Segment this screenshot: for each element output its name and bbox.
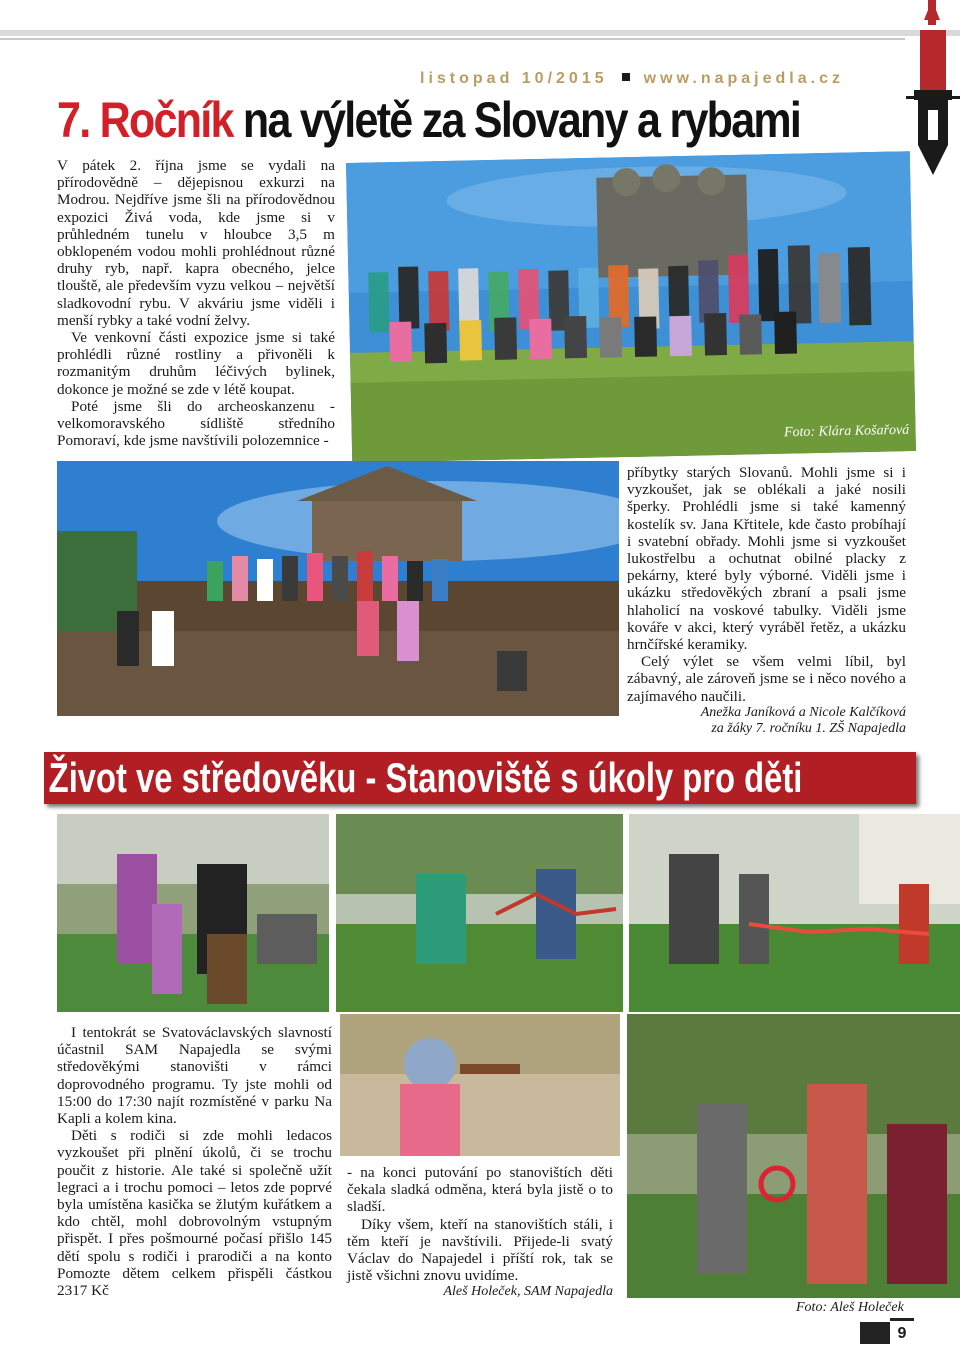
- website-label: www.napajedla.cz: [643, 70, 844, 87]
- photo-knights-children: [629, 814, 960, 1012]
- article2-column1: [57, 1024, 332, 1299]
- paragraph: příbytky starých Slovanů. Mohli jsme si i vyzkoušet, jak se oblékali a jaké nosili šperky. Prohlédli jsme si také kamenný kostelík sv. Jana Křtitele, kde často probíhají i svatební obřady. Mohli jsme si vyzkoušet lukostřelbu a ochutnat obilné placky z pekárny, které byly výborné. Viděli jsme i ukázku středověkých zbraní a psali jsme hlaholicí na voskové tabulky. Viděli jsme kováře v akci, který vyráběl řetěz, a ukázku hrnčířské keramiky.: [627, 464, 906, 654]
- photo-sword-fight: [336, 814, 623, 1012]
- article1-column2: [627, 464, 906, 737]
- photo-crossbow-girl: [340, 1014, 620, 1156]
- group-photo-skansen: [57, 461, 619, 716]
- paragraph: I tentokrát se Svatováclavských slavností účastnil SAM Napajedla se svými středověkými stanovišti v rámci doprovodného programu. Ty jste mohli od 15:00 do 17:30 najít rozmístěné v parku Na Kapli a kolem kina.: [57, 1024, 332, 1128]
- article1-column1: [57, 157, 335, 449]
- running-header: [420, 70, 844, 88]
- photo-children-barrel: [57, 814, 329, 1012]
- section-banner: [44, 752, 916, 804]
- header-stripe: [0, 30, 960, 36]
- header-rule: [0, 38, 905, 40]
- top-margin: [0, 0, 960, 30]
- signature-authors: Anežka Janíková a Nicole Kalčíková: [700, 704, 906, 720]
- paragraph: Děti s rodiči si zde mohli ledacos vyzkoušet při plnění úkolů, či se trochu poučit z historie. Ale také si společně užít legraci a i trochu pomoci – letos zde poprvé byla umístěna kasička se žlutým kuřátkem a kdo chtěl, mohl dobrovolným vstupným přispět. I přes pošmourné počasí přišlo 145 dětí spolu s rodiči i prarodiči a na konto Pomozte dětem celkem přispěli částkou 2317 Kč: [57, 1127, 332, 1300]
- paragraph: Celý výlet se všem velmi líbil, byl zábavný, ale zároveň jsme se i něco nového a zajímavého naučili.: [627, 653, 906, 705]
- title-red-part: 7. Ročník: [57, 92, 233, 148]
- paragraph: V pátek 2. října jsme se vydali na přírodovědně – dějepisnou exkurzi na Modrou. Nejdříve jsme šli na přírodovědnou expozici Živá voda, kde jsme si v průhledném tunelu v hloubce 3,5 m obklopeném vodou mohli prohlédnout různé druhy ryb, např. kapra obecného, jelce tlouště, ale především vyzu velkou – největší sladkovodní rybu. V akváriu jsme viděli i menší rybky a také vodní želvy.: [57, 157, 335, 329]
- signature-role: za žáky 7. ročníku 1. ZŠ Napajedla: [711, 720, 906, 736]
- section-title: Život ve středověku - Stanoviště s úkoly pro děti: [48, 754, 803, 801]
- photo-credit-1: Foto: Klára Košařová: [783, 422, 910, 441]
- issue-label: listopad 10/2015: [420, 70, 608, 87]
- signature-author: Aleš Holeček, SAM Napajedla: [443, 1284, 613, 1300]
- article-title: [57, 90, 800, 150]
- article2-column2: [347, 1164, 613, 1300]
- town-tower-logo: [906, 0, 960, 175]
- photo-credit-2: Foto: Aleš Holeček: [796, 1300, 904, 1315]
- photo-ring-toss: [627, 1014, 960, 1298]
- paragraph: Ve venkovní části expozice jsme si také prohlédli různé rostliny a přivoněli k rozmanitým druhům léčivých bylinek, dokonce je možné se zde v létě koupat.: [57, 329, 335, 398]
- page-number-bar: [860, 1322, 890, 1344]
- page-number: 9: [890, 1318, 914, 1347]
- paragraph: Díky všem, kteří na stanovištích stáli, i těm kteří je navštívili. Přijede-li svatý Václav do Napajedel i příští rok, tak se jistě všichni znovu uvidíme.: [347, 1215, 613, 1285]
- paragraph: - na konci putování po stanovištích děti čekala sladká odměna, která byla jistě o to sladší.: [347, 1164, 613, 1216]
- separator-square: [622, 73, 630, 81]
- title-black-part: na výletě za Slovany a rybami: [242, 92, 801, 148]
- paragraph: Poté jsme šli do archeoskanzenu - velkomoravského sídliště středního Pomoraví, kde jsme navštívili polozemnice -: [57, 397, 335, 450]
- group-photo-statues: [346, 151, 916, 463]
